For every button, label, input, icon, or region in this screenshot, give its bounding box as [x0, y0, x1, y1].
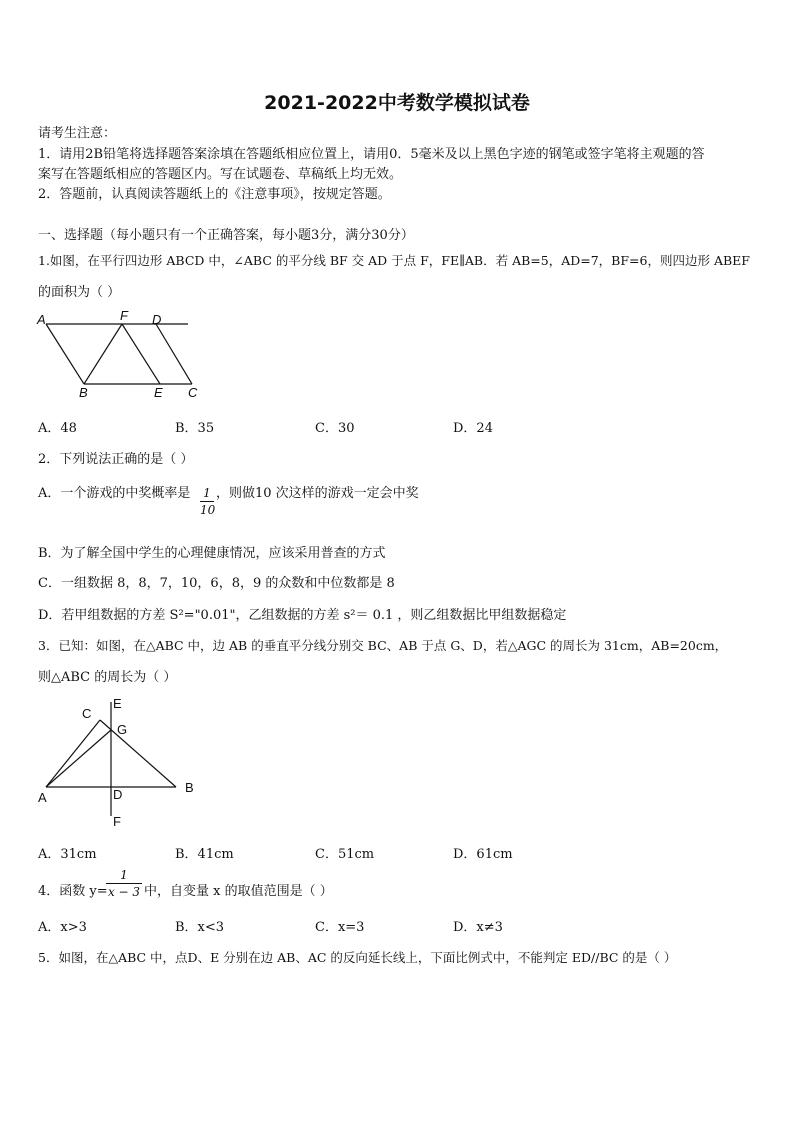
label-b: B — [185, 780, 194, 795]
q1-parallelogram-figure — [36, 308, 206, 400]
label-b: B — [79, 385, 88, 400]
q4-option-a: A．x>3 — [38, 920, 87, 935]
q2-probability-fraction — [200, 486, 214, 517]
fraction-bar — [106, 883, 142, 884]
label-d: D — [152, 312, 162, 327]
q2-option-a-prefix: A．一个游戏的中奖概率是 — [38, 486, 191, 501]
label-e: E — [113, 696, 122, 711]
q4-stem-suffix: 中，自变量 x 的取值范围是（ ） — [144, 884, 333, 899]
section-heading: 一、选择题（每小题只有一个正确答案，每小题3分，满分30分） — [38, 228, 414, 243]
q3-option-c: C．51cm — [315, 847, 375, 862]
q4-option-c: C．x=3 — [315, 920, 365, 935]
segment-ag — [46, 730, 111, 787]
q2-option-a-suffix: ，则做10 次这样的游戏一定会中奖 — [216, 486, 419, 501]
q3-option-d: D．61cm — [453, 847, 513, 862]
q1-option-a: A．48 — [38, 421, 77, 436]
fraction-numerator: 1 — [203, 486, 211, 500]
label-a: A — [38, 790, 47, 805]
notice-heading: 请考生注意： — [38, 126, 117, 141]
q2-stem: 2．下列说法正确的是（ ） — [38, 452, 194, 467]
q2-option-c: C．一组数据 8，8，7，10，6，8，9 的众数和中位数都是 8 — [38, 576, 395, 591]
segment-bf — [84, 324, 122, 384]
edge-dc — [156, 324, 192, 384]
notice-line-2: 案写在答题纸相应的答题区内。写在试题卷、草稿纸上均无效。 — [38, 167, 403, 182]
q4-function-fraction — [106, 868, 142, 899]
q2-option-b: B．为了解全国中学生的心理健康情况，应该采用普查的方式 — [38, 546, 386, 561]
q3-option-b: B．41cm — [175, 847, 234, 862]
edge-ab — [46, 324, 84, 384]
label-g: G — [117, 722, 128, 737]
q1-option-d: D．24 — [453, 421, 493, 436]
q2-option-d: D．若甲组数据的方差 S²="0.01"，乙组数据的方差 s²＝ 0.1 ，则乙组数据比甲组数据稳定 — [38, 608, 567, 623]
q4-stem-prefix: 4．函数 y= — [38, 884, 108, 899]
label-a: A — [37, 312, 46, 327]
fraction-denominator: x − 3 — [107, 885, 141, 899]
label-d: D — [113, 787, 123, 802]
q3-stem-line-1: 3．已知：如图，在△ABC 中，边 AB 的垂直平分线分别交 BC、AB 于点 G、D，若△AGC 的周长为 31cm，AB=20cm， — [38, 638, 728, 653]
fraction-numerator: 1 — [120, 868, 128, 882]
q1-option-c: C．30 — [315, 421, 355, 436]
q1-option-b: B．35 — [175, 421, 215, 436]
label-c: C — [188, 385, 198, 400]
label-f: F — [113, 814, 121, 829]
q3-stem-line-2: 则△ABC 的周长为（ ） — [38, 670, 177, 685]
q1-stem-line-2: 的面积为（ ） — [38, 285, 121, 300]
fraction-denominator: 10 — [200, 503, 216, 517]
segment-ac — [46, 720, 100, 787]
q1-stem-line-1: 1.如图，在平行四边形 ABCD 中，∠ABC 的平分线 BF 交 AD 于点 F，FE∥AB．若 AB=5，AD=7，BF=6，则四边形 ABEF — [38, 253, 750, 268]
q5-stem: 5．如图，在△ABC 中，点D、E 分别在边 AB、AC 的反向延长线上，下面比例式中，不能判定 ED//BC 的是（ ） — [38, 950, 677, 965]
notice-line-1: 1．请用2B铅笔将选择题答案涂填在答题纸相应位置上，请用0．5毫米及以上黑色字迹的钢笔或签字笔将主观题的答 — [38, 147, 705, 162]
q3-triangle-figure — [36, 694, 206, 830]
page-title: 2021-2022中考数学模拟试卷 — [264, 92, 530, 114]
label-c: C — [82, 706, 92, 721]
segment-fe — [122, 324, 160, 384]
label-e: E — [154, 385, 163, 400]
fraction-bar — [200, 501, 214, 502]
q3-option-a: A．31cm — [38, 847, 97, 862]
q4-option-b: B．x<3 — [175, 920, 225, 935]
label-f: F — [120, 308, 128, 323]
notice-line-3: 2．答题前，认真阅读答题纸上的《注意事项》，按规定答题。 — [38, 187, 391, 202]
q4-option-d: D．x≠3 — [453, 920, 503, 935]
